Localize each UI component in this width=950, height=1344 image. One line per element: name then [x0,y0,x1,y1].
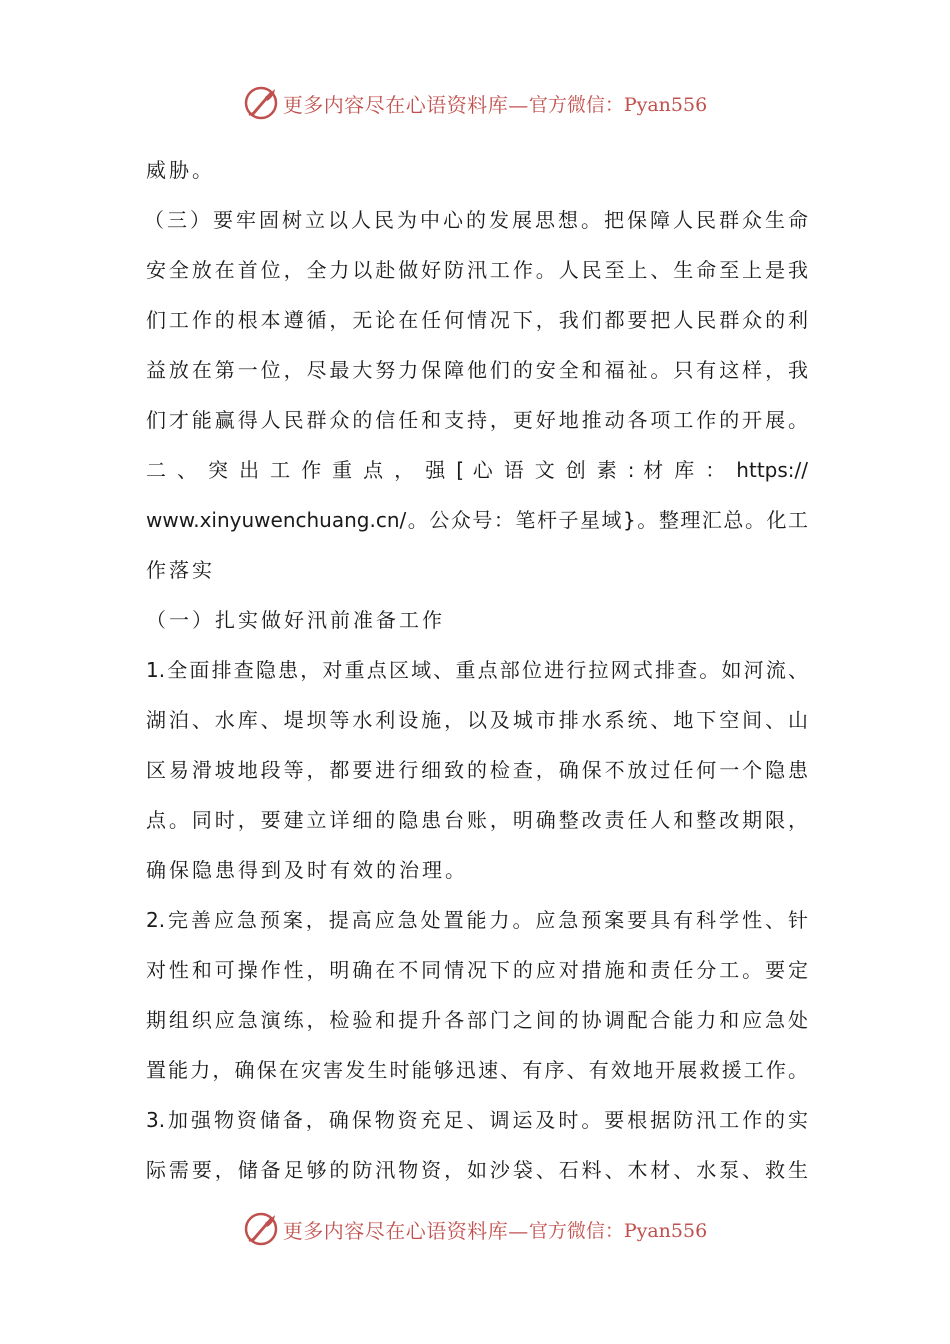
section-heading-line: 二 、 突 出 工 作 重 点 ， 强 [ 心 语 文 创 素 : 材 库 ： https:// [146,458,808,482]
quill-logo-icon [243,1211,279,1247]
quill-logo-icon [243,85,279,121]
document-body [146,145,808,1195]
body-line: 1.全面排查隐患，对重点区域、重点部位进行拉网式排查。如河流、 [146,658,808,682]
body-line: 威胁。 [146,158,215,182]
footer-watermark-banner [0,1206,950,1252]
body-line: （三）要牢固树立以人民为中心的发展思想。把保障人民群众生命 [144,208,808,232]
body-line: 区易滑坡地段等，都要进行细致的检查，确保不放过任何一个隐患 [146,758,808,782]
body-line: 确保隐患得到及时有效的治理。 [146,858,468,882]
footer-banner-text: 更多内容尽在心语资料库— [282,1218,529,1243]
body-line: 湖泊、水库、堤坝等水利设施，以及城市排水系统、地下空间、山 [146,708,808,732]
body-line: 益放在第一位，尽最大努力保障他们的安全和福祉。只有这样，我 [146,358,808,382]
header-banner-contact: 官方微信：Pyan556 [528,93,708,116]
subsection-heading: （一）扎实做好汛前准备工作 [146,608,445,632]
footer-banner-contact: 官方微信：Pyan556 [528,1219,708,1242]
header-watermark-banner [0,80,950,126]
body-line: 点。同时，要建立详细的隐患台账，明确整改责任人和整改期限， [146,808,808,832]
body-line: 们工作的根本遵循，无论在任何情况下，我们都要把人民群众的利 [146,308,808,332]
body-line: 对性和可操作性，明确在不同情况下的应对措施和责任分工。要定 [146,958,808,982]
body-line: 作落实 [146,558,215,582]
body-line: 际需要，储备足够的防汛物资，如沙袋、石料、木材、水泵、救生 [146,1158,808,1182]
body-line: 2.完善应急预案，提高应急处置能力。应急预案要具有科学性、针 [146,908,808,932]
body-line: 置能力，确保在灾害发生时能够迅速、有序、有效地开展救援工作。 [146,1058,808,1082]
body-line: www.xinyuwenchuang.cn/。公众号：笔杆子星域}。整理汇总。化工 [146,508,808,532]
body-line: 安全放在首位，全力以赴做好防汛工作。人民至上、生命至上是我 [146,258,808,282]
body-line: 3.加强物资储备，确保物资充足、调运及时。要根据防汛工作的实 [146,1108,808,1132]
header-banner-text: 更多内容尽在心语资料库— [282,92,529,117]
body-line: 们才能赢得人民群众的信任和支持，更好地推动各项工作的开展。 [146,408,808,432]
body-line: 期组织应急演练，检验和提升各部门之间的协调配合能力和应急处 [146,1008,808,1032]
